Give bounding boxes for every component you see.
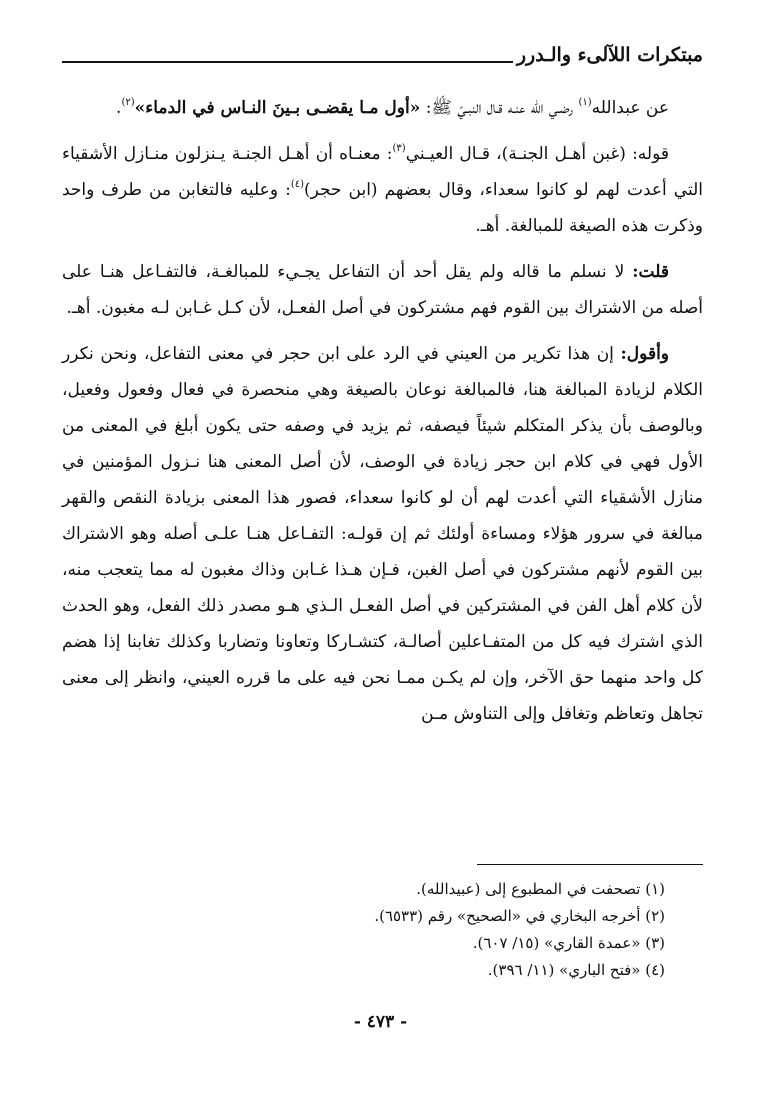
footnote-2: (٢) أخرجه البخاري في «الصحيح» رقم (٦٥٣٣). [374, 907, 665, 925]
footnotes [62, 876, 665, 984]
footnote-ref-4: (٤) [290, 179, 304, 190]
footnote-separator [477, 864, 703, 865]
qultu-label: قلت: [632, 262, 669, 282]
footnote-1: (١) تصحفت في المطبوع إلى (عبيدالله). [416, 880, 665, 898]
book-title: مبتكرات اللآلىء والـدرر [516, 44, 703, 66]
page-number: - ٤٧٣ - [353, 1012, 408, 1032]
footnote-ref-2: (٢) [121, 97, 135, 108]
footnote-4: (٤) «فتح الباري» (١١/ ٣٩٦). [487, 961, 665, 979]
paragraph-qultu [62, 254, 703, 326]
footnote-ref-1: (١) [578, 97, 592, 108]
main-text [62, 90, 703, 732]
text-run: لا نسلم ما قاله ولم يقل أحد أن التفاعل يجـيء للمبالغـة، فالتفـاعل هنـا على أصله من الاشتراك بين القوم فهم مشتركون في أصل الفعـل، لأن كـل غـابن لـه مغبون. أهـ. [62, 262, 703, 318]
paragraph-aqulu [62, 336, 703, 732]
text-run: . [116, 98, 122, 118]
text-run: : وعليه فالتغابن من طرف واحد وذكرت هذه الصيغة للمبالغة. أهـ. [62, 180, 703, 236]
text-run: رضـي الله عنـه قـال النبـيّ ﷺ: [420, 98, 579, 118]
header-rule [62, 61, 513, 63]
text-run: إن هذا تكرير من العيني في الرد على ابن حجر في معنى التفاعل، ونحن نكرر الكلام لزيادة المبالغة هنا، فالمبالغة نوعان بالصيغة وهي منحصرة في فعال وفعول وفعيل، وبالوصف بأن يذكر المتكلم شيئاً فيصفه، ثم يزيد في وصفه حتى يكون أبلغ في المعنى من الأول فهي في كلام ابن حجر زيادة في الوصف، لأن أصل المعنى هنا نـزول المؤمنين في منازل الأشقياء التي أعدت لهم أن لو كانوا سعداء، فصور هذا المعنى بزيادة النقص والقهر مبالغة في سرور هؤلاء ومساءة أولئك ثم إن قولـه: التفـاعل هنـا علـى أصله وهو الاشتراك بين القوم لأنهم مشتركون في أصل الغبن، فـإن هـذا غـابن وذاك مغبون له مما يتعجب منه، لأن كلام أهل الفن في المشتركين في أصل الفعـل الـذي هـو مصدر ذلك الفعل، وهو الحدث الذي اشترك فيه كل من المتفـاعلين أصالـة، كتشـاركا وتعاونا وتضاربا وكذلك تغابنا إذا هضم كل واحد منهما حق الآخر، وإن لم يكـن ممـا نحن فيه على ما قرره العيني، وانظر إلى معنى تجاهل وتعاظم وتغافل وإلى التناوش مـن [62, 344, 703, 724]
aqulu-label: وأقول: [620, 344, 669, 364]
paragraph-aini [62, 136, 703, 244]
hadith-quote: «أول مـا يقضـى بـينَ النـاس في الدماء» [134, 98, 421, 118]
text-run: عن عبدالله [591, 98, 669, 118]
text-run: : معنـاه أن أهـل الجنـة يـنزلون منـازل الأشقياء التي أعدت لهم لو كانوا سعداء، وقال بعضهم (ابن حجر) [62, 144, 704, 200]
paragraph-hadith [62, 90, 703, 126]
footnote-ref-3: (٣) [392, 143, 406, 154]
footnote-3: (٣) «عمدة القاري» (١٥/ ٦٠٧). [472, 934, 665, 952]
text-run: قوله: (غبن أهـل الجنـة)، قـال العيـني [405, 144, 669, 164]
running-header [62, 38, 703, 72]
